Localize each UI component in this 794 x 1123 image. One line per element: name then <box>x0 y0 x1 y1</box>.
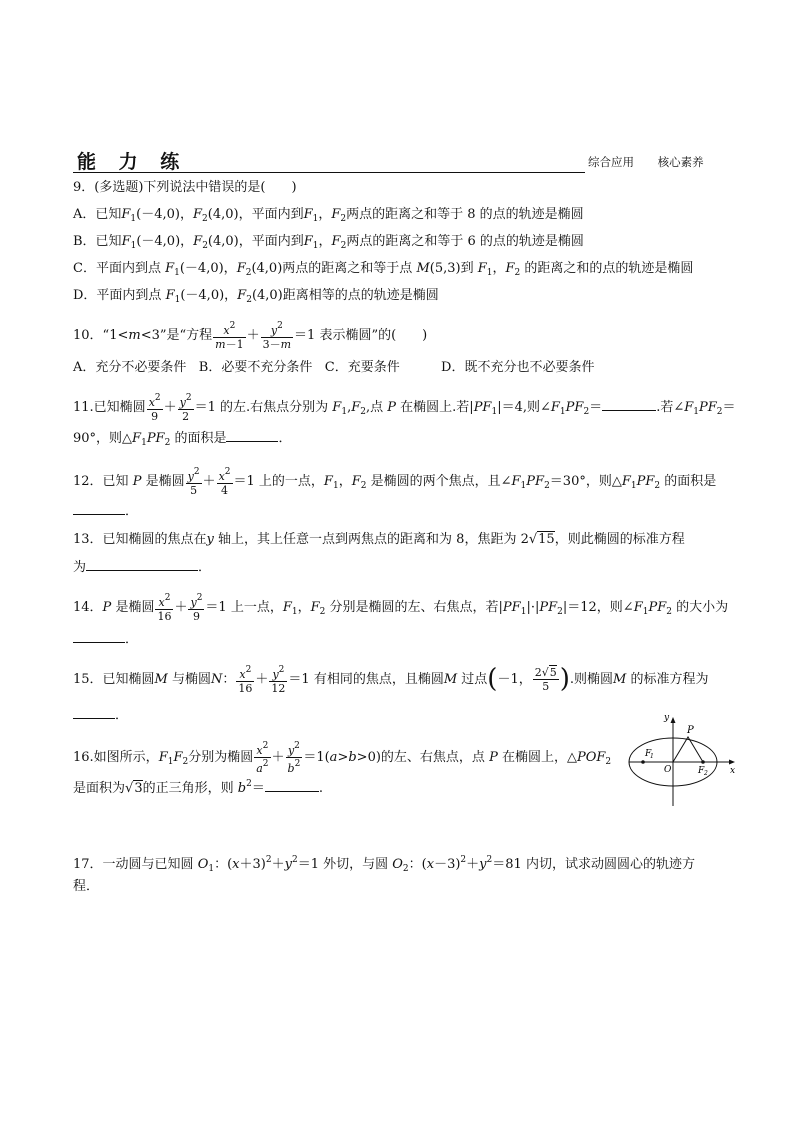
question-9-option-a: A．已知$F_1(-4,0)$，$F_2(4,0)$，平面内到$F_1$，$F_2$两点的距离之和等于 8 的点的轨迹是椭圆 <box>73 207 584 224</box>
x-axis-arrow <box>729 760 735 765</box>
question-9-option-d: D．平面内到点 $F_1(-4,0)$，$F_2(4,0)$距离相等的点的轨迹是椭圆 <box>73 288 439 305</box>
f2-label: F <box>698 766 705 776</box>
question-9-option-c: C．平面内到点 $F_1(-4,0)$，$F_2(4,0)$两点的距离之和等于点 M(5,3)到 $F_1$，$F_2$ 的距离之和的点的轨迹是椭圆 <box>73 261 694 278</box>
question-10-stem: 10．“1<m<3”是“方程 $\frac{x^2}{m-1}$ ＋ $\frac{y^2}{3-m}$ ＝1 表示椭圆”的( ) <box>73 321 428 351</box>
tag-application: 综合应用 <box>588 155 634 169</box>
section-title: 能 力 练 <box>77 151 188 173</box>
question-9-option-b: B．已知$F_1(-4,0)$，$F_2(4,0)$，平面内到$F_1$，$F_2$两点的距离之和等于 6 的点的轨迹是椭圆 <box>73 234 584 251</box>
question-12-line-1: 12．已知 P 是椭圆 $\frac{y^2}{5}$ ＋ $\frac{x^2}{4}$ ＝1 上的一点，$F_1$，$F_2$ 是椭圆的两个焦点，且$\angle F_1PF_2=30^\circ$，则$\triangle F_1PF_2$ 的面积是 <box>73 467 717 497</box>
origin-label: O <box>664 765 672 775</box>
f1-subscript: 1 <box>650 753 654 760</box>
question-17-line-1: 17．一动圆与已知圆 $O_1$：$(x+3)^2+y^2=1$ 外切，与圆 $O_2$：$(x-3)^2+y^2=81$ 内切，试求动圆圆心的轨迹方 <box>73 855 695 874</box>
question-15-line-1: 15．已知椭圆M 与椭圆N： $\frac{x^2}{16}$ ＋ $\frac{y^2}{12}$ ＝1 有相同的焦点，且椭圆M 过点(－1， $\frac{2√5}{5}$ ).则椭圆M 的标准方程为 <box>73 664 709 695</box>
focus-f1-dot <box>641 760 645 764</box>
ellipse-figure <box>625 710 740 810</box>
triangle-pof2 <box>673 737 703 762</box>
y-axis-label: y <box>664 713 670 723</box>
question-11-line-2: 90°，则$\triangle F_1PF_2$ 的面积是 ． <box>73 427 292 453</box>
question-17-line-2: 程． <box>73 879 100 894</box>
question-9-stem: 9．(多选题)下列说法中错误的是( ) <box>73 180 297 195</box>
x-axis-label: x <box>730 766 736 776</box>
question-16-line-1: 16.如图所示，$F_1F_2$分别为椭圆 $\frac{x^2}{a^2}$ ＋ $\frac{y^2}{b^2}$ ＝1(a>b>0)的左、右焦点，点 P 在椭圆上，$\triangle POF_2$ <box>73 741 612 775</box>
question-13-line-1: 13．已知椭圆的焦点在y 轴上，其上任意一点到两焦点的距离和为 8，焦距为 2√15，则此椭圆的标准方程 <box>73 532 685 547</box>
section-tags <box>588 154 724 170</box>
question-13-line-2: 为 ． <box>73 556 211 578</box>
question-14-line-2: ． <box>73 628 138 650</box>
y-axis-arrow <box>671 717 676 723</box>
focus-f2-dot <box>701 760 705 764</box>
question-11-line-1: 11.已知椭圆 $\frac{x^2}{9}$ ＋ $\frac{y^2}{2}$ ＝1 的左.右焦点分别为 $F_1,F_2$,点 P 在椭圆上.若$|PF_1|=4$,则$\angle F_1PF_2=$ .若$\angle F_1PF_2=$ <box>73 393 736 423</box>
question-16-line-2: 是面积为√3的正三角形，则 $b^2=$ . <box>73 779 323 796</box>
section-header <box>73 146 585 173</box>
tag-core-literacy: 核心素养 <box>657 155 704 169</box>
question-15-line-2: ． <box>73 704 128 726</box>
question-12-line-2: ． <box>73 500 138 522</box>
question-10-options: A．充分不必要条件 B．必要不充分条件 C．充要条件 D．既不充分也不必要条件 <box>73 360 595 375</box>
question-14-line-1: 14．P 是椭圆 $\frac{x^2}{16}$ ＋ $\frac{y^2}{9}$ ＝1 上一点，$F_1$，$F_2$ 分别是椭圆的左、右焦点，若$|PF_1|\cdot|PF_2|=12$，则$\angle F_1PF_2$ 的大小为 <box>73 593 729 623</box>
point-p-label: P <box>687 725 694 736</box>
f2-subscript: 2 <box>704 770 708 777</box>
f1-label: F <box>645 749 652 759</box>
